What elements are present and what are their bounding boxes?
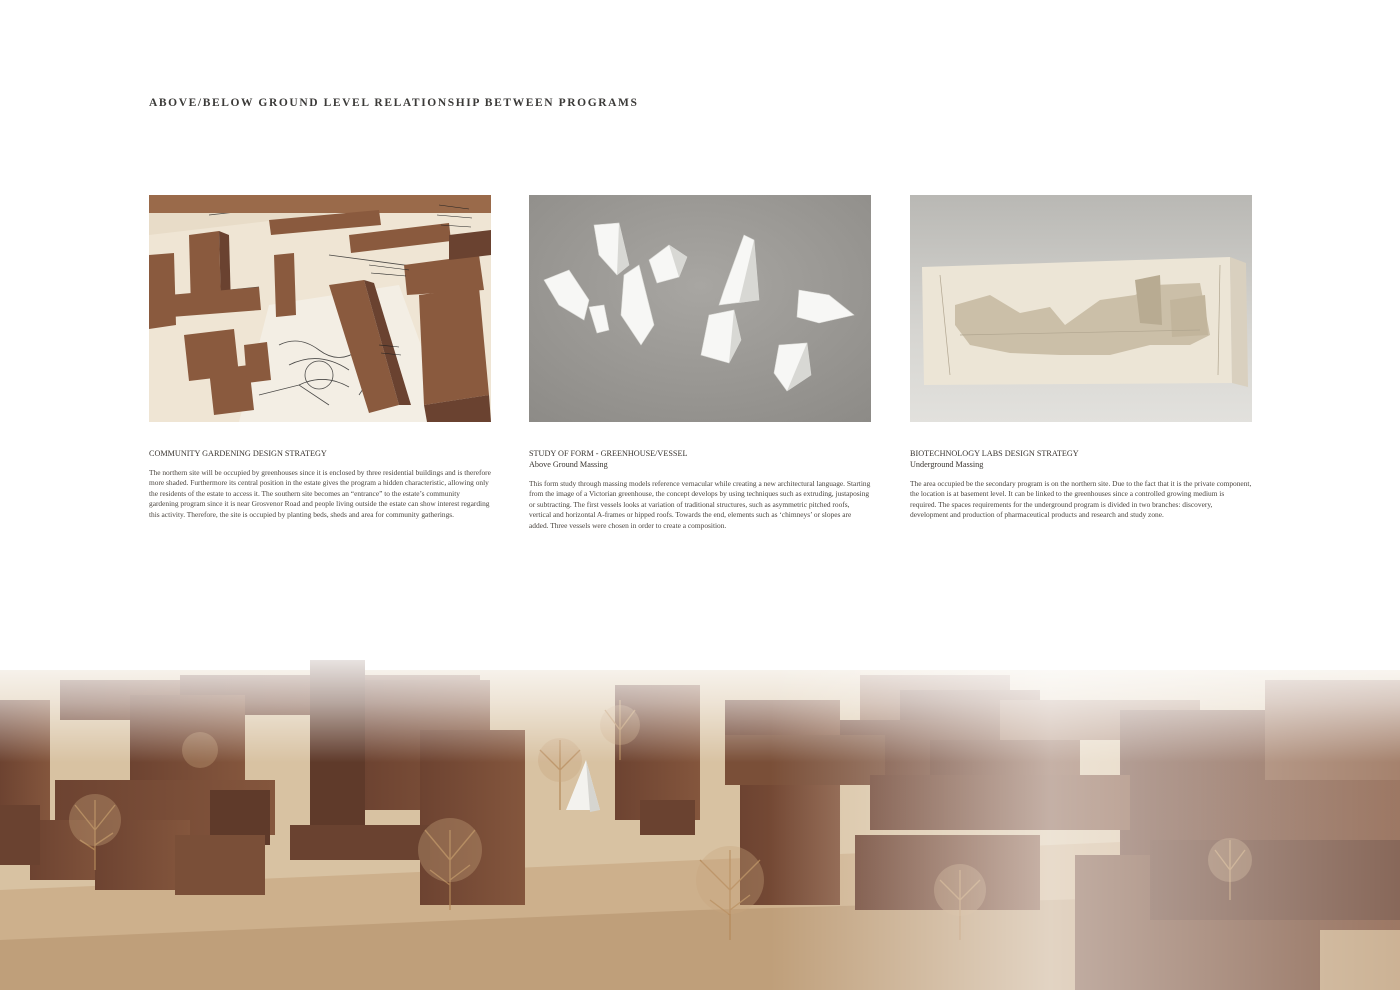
caption-body: This form study through massing models reference vernacular while creating a new architectural language. Starting from the image of a Victorian greenhouse, the concept develops by using techniques such as extruding, justaposing or subtracting. The first vessels looks at variation of traditional structures, such as asymmetric pitched roofs, vertical and horizontal A-frames or hipped roofs. Towards the end, elements such as ‘chimneys’ or slopes are added. Three vessels were chosen in order to create a composition.: [529, 479, 871, 530]
page-title: ABOVE/BELOW GROUND LEVEL RELATIONSHIP BETWEEN PROGRAMS: [149, 97, 639, 109]
caption-heading: BIOTECHNOLOGY LABS DESIGN STRATEGY: [910, 449, 1079, 458]
caption-community-gardening: [149, 448, 491, 520]
caption-subheading: Above Ground Massing: [529, 460, 608, 469]
wooden-site-model-photo: [0, 640, 1400, 990]
plaster-section-model-photo: [910, 195, 1252, 422]
caption-body: The area occupied be the secondary program is on the northern site. Due to the fact that it is the private component, the location is at basement level. It can be linked to the greenhouses since a controlled growing medium is required. The spaces requirements for the underground program is divided in two branches: discovery, development and production of pharmaceutical products and research and study zone.: [910, 479, 1252, 520]
caption-subheading: Underground Massing: [910, 460, 984, 469]
white-vessel-models-photo: [529, 195, 871, 422]
caption-heading: COMMUNITY GARDENING DESIGN STRATEGY: [149, 449, 327, 458]
caption-heading: STUDY OF FORM - GREENHOUSE/VESSEL: [529, 449, 688, 458]
site-model-sketch-photo: [149, 195, 491, 422]
caption-body: The northern site will be occupied by greenhouses since it is enclosed by three residential buildings and is therefore more shaded. Furthermore its central position in the estate gives the program a hidden characteristic, allowing only the residents of the estate to access it. The southern site becomes an “entrance” to the estate’s community gardening program since it is near Grosvenor Road and people living outside the estate can show interest regarding this activity. Therefore, the site is occupied by planting beds, sheds and area for community gatherings.: [149, 468, 491, 519]
caption-biotechnology-labs: [910, 448, 1252, 521]
caption-study-of-form: [529, 448, 871, 531]
